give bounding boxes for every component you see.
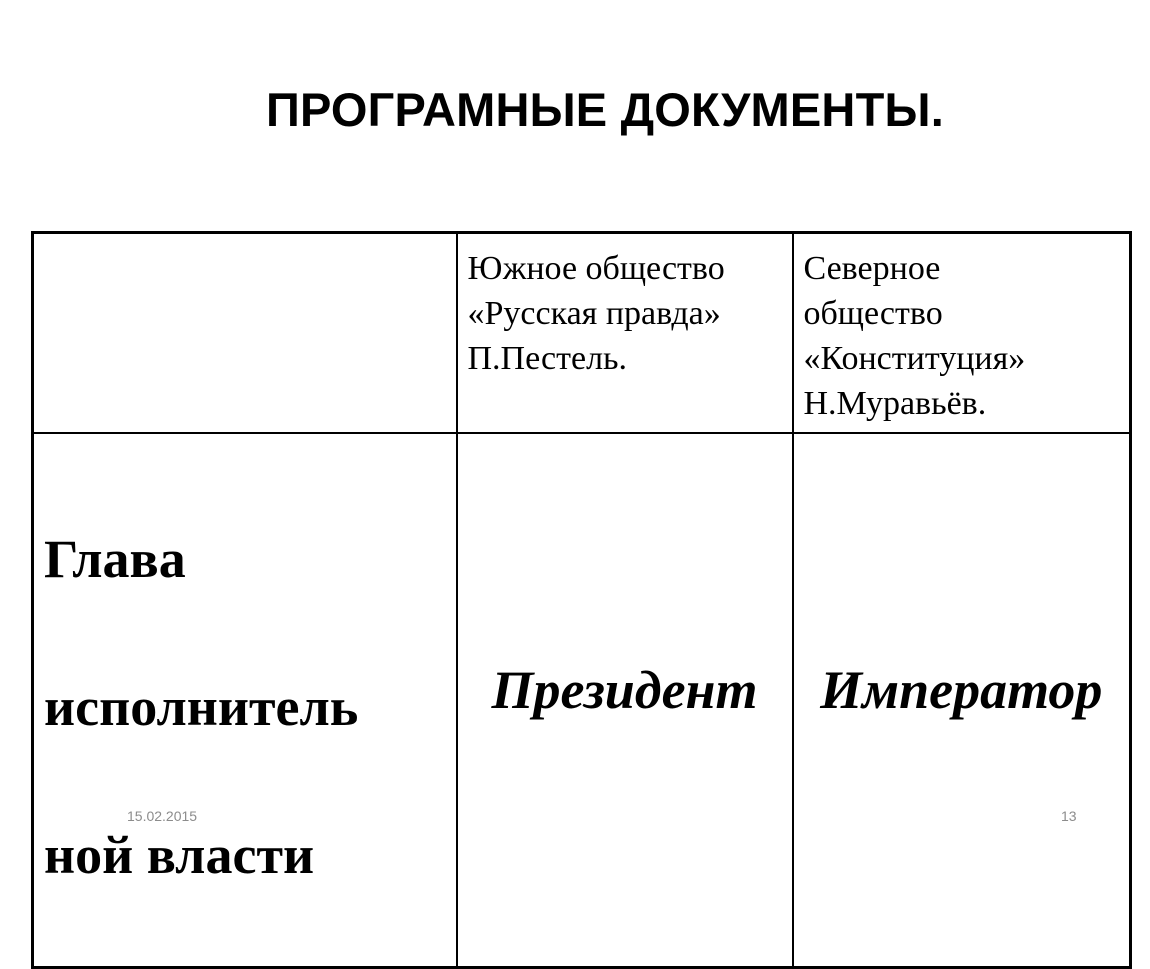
- header-south-line-1: Южное общество: [467, 250, 725, 287]
- row-label-line-3: ной власти: [44, 824, 315, 885]
- header-south-society: [457, 233, 793, 433]
- slide-title: ПРОГРАМНЫЕ ДОКУМЕНТЫ.: [266, 83, 944, 136]
- header-south-line-2: «Русская правда»: [467, 295, 721, 332]
- table-header-row: [33, 233, 1131, 433]
- header-empty-cell: [33, 233, 457, 433]
- header-north-line-4: Н.Муравьёв.: [803, 385, 987, 422]
- header-north-line-2: общество: [803, 295, 943, 332]
- program-documents-table: [31, 231, 1132, 969]
- header-north-line-1: Северное: [803, 250, 941, 287]
- header-north-society: [793, 233, 1131, 433]
- footer-page-number: 13: [1061, 808, 1077, 824]
- table-row: [33, 433, 1131, 968]
- footer-date: 15.02.2015: [127, 808, 198, 824]
- south-value-president: Президент: [457, 433, 793, 968]
- north-value-emperor: Император: [793, 433, 1131, 968]
- header-north-line-3: «Конституция»: [803, 340, 1026, 377]
- row-label-line-2: исполнитель: [44, 676, 359, 737]
- row-label-line-1: Глава: [44, 528, 186, 589]
- header-south-line-3: П.Пестель.: [467, 340, 628, 377]
- row-label-executive-head: [33, 433, 457, 968]
